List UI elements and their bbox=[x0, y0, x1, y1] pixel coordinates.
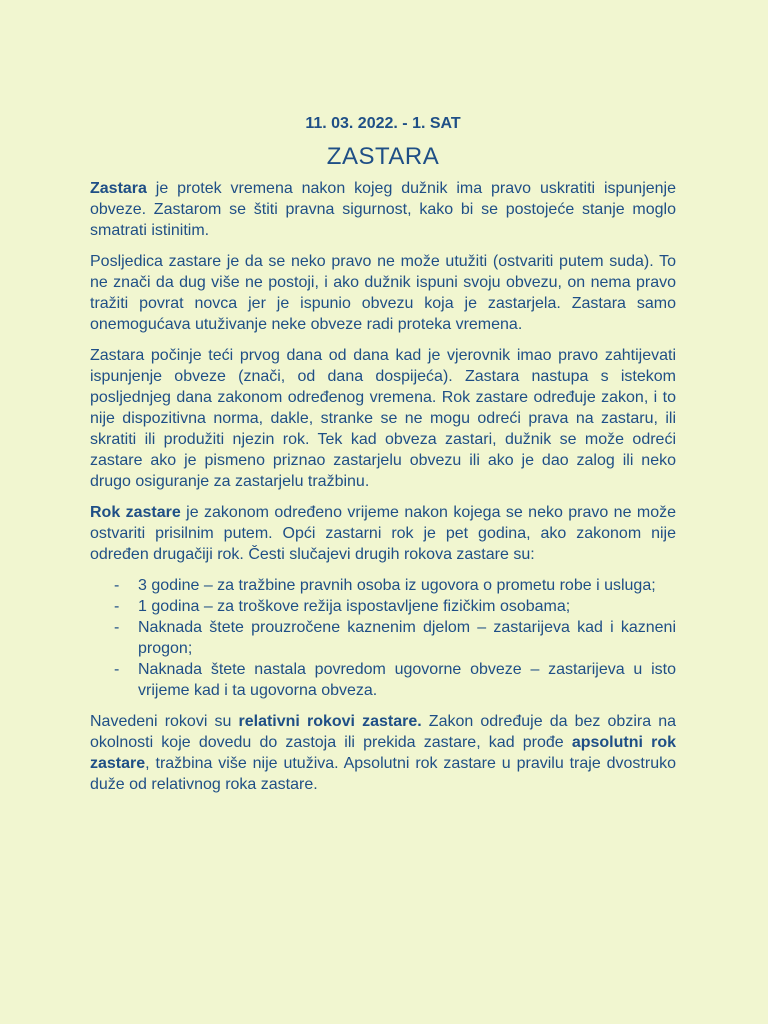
document-title: ZASTARA bbox=[326, 143, 440, 170]
paragraph-relative-absolute bbox=[90, 711, 676, 795]
term-apsolutni-rok: apsolutni rok zastare bbox=[90, 734, 676, 772]
list-item bbox=[90, 575, 676, 596]
list-item bbox=[90, 596, 676, 617]
limitation-cases-list bbox=[90, 575, 676, 701]
paragraph-relative-absolute-text-c: , tražbina više nije utuživa. Apsolutni rok zastare u pravilu traje dvostruko duže od relativnog roka zastare. bbox=[90, 755, 676, 793]
paragraph-limitation-period-text: je zakonom određeno vrijeme nakon kojega se neko pravo ne može ostvariti prisilnim putem. Opći zastarni rok je pet godina, ako zakonom nije određen drugačiji rok. Česti slučajevi drugih rokova zastare su: bbox=[90, 504, 676, 563]
list-item-text: Naknada štete prouzročene kaznenim djelom – zastarijeva kad i kazneni progon; bbox=[138, 619, 676, 657]
lesson-date: 11. 03. 2022. - 1. SAT bbox=[305, 115, 461, 132]
term-relativni-rokovi: relativni rokovi zastare. bbox=[238, 713, 422, 730]
paragraph-relative-absolute-text-b: Zakon određuje da bez obzira na okolnosti koje dovedu do zastoja ili prekida zastare, kad prođe bbox=[90, 713, 677, 751]
document-page bbox=[90, 112, 676, 805]
paragraph-relative-absolute-text-a: Navedeni rokovi su bbox=[90, 713, 239, 730]
list-bullet: - bbox=[114, 619, 120, 636]
paragraph-definition bbox=[90, 178, 676, 241]
list-bullet: - bbox=[114, 577, 120, 594]
list-bullet: - bbox=[114, 661, 120, 678]
term-rok-zastare: Rok zastare bbox=[90, 504, 181, 521]
list-item-text: 3 godine – za tražbine pravnih osoba iz ugovora o prometu robe i usluga; bbox=[138, 577, 656, 594]
paragraph-consequence: Posljedica zastare je da se neko pravo ne može utužiti (ostvariti putem suda). To ne znači da dug više ne postoji, i ako dužnik ispuni svoju obvezu, on nema pravo tražiti povrat novca jer je ispunio obvezu koja je zastarjela. Zastara samo onemogućava utuživanje neke obveze radi proteka vremena. bbox=[90, 253, 676, 333]
list-item bbox=[90, 617, 676, 659]
list-bullet: - bbox=[114, 598, 120, 615]
paragraph-start-of-limitation: Zastara počinje teći prvog dana od dana kad je vjerovnik imao pravo zahtijevati ispunjenje obveze (znači, od dana dospijeća). Zastara nastupa s istekom posljednjeg dana zakonom određenog vremena. Rok zastare određuje zakon, i to nije dispozitivna norma, dakle, stranke se ne mogu odreći prava na zastaru, ili skratiti ili produžiti njezin rok. Tek kad obveza zastari, dužnik se može odreći zastare ako je pismeno priznao zastarjelu obvezu ili ako je dao zalog ili neko drugo osiguranje za zastarjelu tražbinu. bbox=[90, 347, 676, 490]
list-item-text: Naknada štete nastala povredom ugovorne obveze – zastarijeva u isto vrijeme kad i ta ugovorna obveza. bbox=[138, 661, 676, 699]
paragraph-limitation-period bbox=[90, 502, 676, 565]
term-zastara: Zastara bbox=[90, 180, 147, 197]
paragraph-definition-text: je protek vremena nakon kojeg dužnik ima pravo uskratiti ispunjenje obveze. Zastarom se štiti pravna sigurnost, kako bi se postojeće stanje moglo smatrati istinitim. bbox=[90, 180, 676, 239]
list-item-text: 1 godina – za troškove režija ispostavljene fizičkim osobama; bbox=[138, 598, 571, 615]
list-item bbox=[90, 659, 676, 701]
